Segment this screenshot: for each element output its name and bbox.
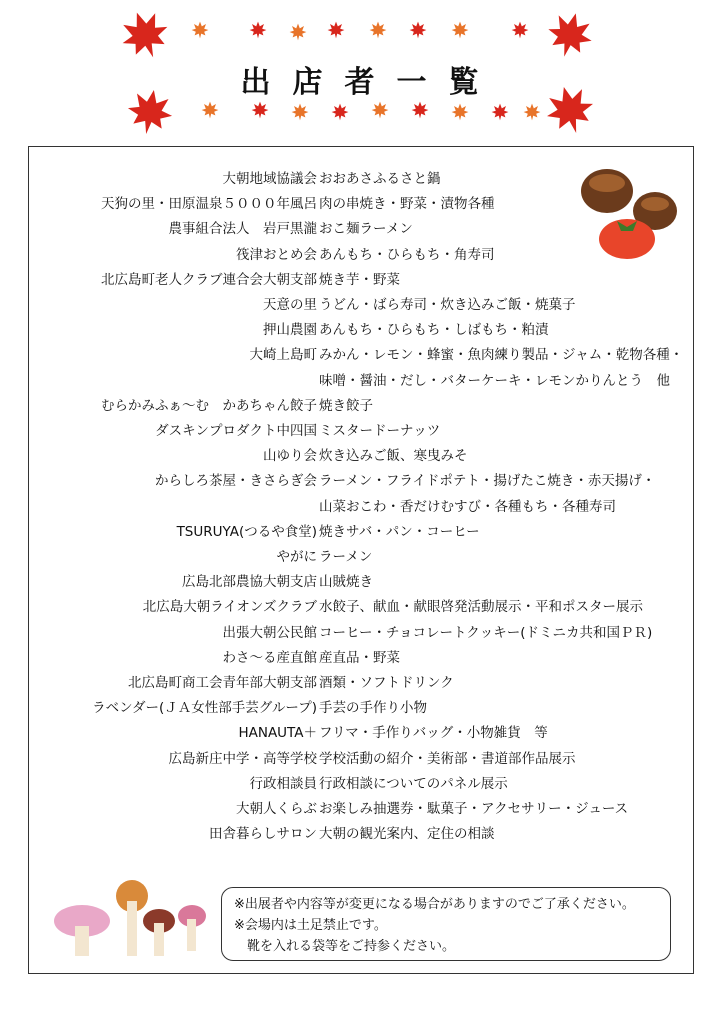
exhibitor-items: お楽しみ抽選券・駄菓子・アクセサリー・ジュース [319, 801, 629, 817]
exhibitor-name: 農事組合法人 岩戸黒瀧 [168, 221, 317, 238]
table-row [29, 217, 695, 242]
exhibitor-name: 天意の里 [263, 297, 317, 313]
exhibitor-items: 手芸の手作り小物 [319, 700, 427, 717]
table-row [29, 444, 695, 469]
exhibitor-items: 酒類・ソフトドリンク [319, 675, 454, 691]
exhibitor-items: あんもち・ひらもち・角寿司 [319, 246, 495, 263]
exhibitor-name: ラベンダー(ＪＡ女性部手芸グループ) [92, 700, 317, 717]
exhibitor-name: 北広島大朝ライオンズクラブ [142, 599, 317, 616]
exhibitor-items: あんもち・ひらもち・しばもち・粕漬 [319, 322, 549, 339]
exhibitor-name: むらかみふぁ～む かあちゃん餃子 [101, 397, 317, 414]
exhibitor-items: ラーメン [319, 549, 373, 565]
table-row [29, 394, 695, 419]
table-row [29, 747, 695, 772]
notice-line-3: 靴を入れる袋等をご持参ください。 [234, 939, 456, 954]
exhibitor-name: 出張大朝公民館 [222, 624, 317, 641]
table-row [29, 545, 695, 570]
table-row [29, 167, 695, 192]
exhibitor-items: 炊き込みご飯、寒曳みそ [319, 448, 468, 465]
table-row [29, 469, 695, 494]
exhibitor-items: うどん・ばら寿司・炊き込みご飯・焼菓子 [319, 297, 576, 313]
exhibitor-items: みかん・レモン・蜂蜜・魚肉練り製品・ジャム・乾物各種・ [319, 347, 684, 364]
exhibitor-items: ミスタードーナッツ [319, 423, 441, 439]
table-row [29, 268, 695, 293]
exhibitor-items: 味噌・醤油・だし・バターケーキ・レモンかりんとう 他 [319, 372, 670, 389]
table-row [29, 797, 695, 822]
exhibitor-name: 大朝人くらぶ [236, 801, 317, 817]
exhibitor-list-frame [28, 146, 694, 974]
notice-box [221, 887, 671, 961]
table-row [29, 696, 695, 721]
table-row [29, 495, 695, 520]
mushroom-illustration [47, 871, 207, 961]
exhibitor-name: 筏津おとめ会 [236, 246, 317, 263]
exhibitor-items: 大朝の観光案内、定住の相談 [319, 826, 495, 843]
exhibitor-name: 大崎上島町 [249, 347, 317, 364]
exhibitor-items: 焼き芋・野菜 [319, 271, 400, 288]
header [0, 0, 719, 140]
exhibitor-name: 広島北部農協大朝支店 [182, 574, 317, 591]
table-row [29, 419, 695, 444]
exhibitor-name: 広島新庄中学・高等学校 [168, 750, 317, 767]
exhibitor-items: 行政相談についてのパネル展示 [319, 775, 508, 792]
table-row [29, 595, 695, 620]
exhibitor-name: からしろ茶屋・きさらぎ会 [155, 473, 317, 490]
exhibitor-items: 水餃子、献血・献眼啓発活動展示・平和ポスター展示 [319, 599, 643, 616]
exhibitor-name: 行政相談員 [249, 775, 317, 792]
page-title: 出店者一覧 [240, 65, 501, 100]
exhibitor-name: 北広島町商工会青年部大朝支部 [128, 675, 317, 691]
table-row [29, 822, 695, 847]
exhibitor-items: コーヒー・チョコレートクッキー(ドミニカ共和国ＰＲ) [319, 624, 653, 641]
exhibitor-items: 焼き餃子 [319, 397, 373, 414]
exhibitor-items: おこ麺ラーメン [319, 221, 413, 238]
table-row [29, 369, 695, 394]
exhibitor-name: ダスキンプロダクト中四国 [155, 423, 317, 439]
exhibitor-name: 天狗の里・田原温泉５０００年風呂 [101, 196, 317, 213]
exhibitor-items: フリマ・手作りバッグ・小物雑貨 等 [319, 725, 548, 742]
table-row [29, 721, 695, 746]
exhibitor-items: 山賊焼き [319, 574, 373, 591]
table-row [29, 570, 695, 595]
exhibitor-name: わさ～る産直館 [222, 649, 317, 666]
exhibitor-items: 山菜おこわ・香だけむすび・各種もち・各種寿司 [319, 498, 616, 515]
table-row [29, 621, 695, 646]
exhibitor-name: 田舎暮らしサロン [209, 826, 317, 843]
table-row [29, 243, 695, 268]
exhibitor-name: 大朝地域協議会 [222, 171, 317, 187]
exhibitor-name: 北広島町老人クラブ連合会大朝支部 [101, 271, 317, 288]
table-row [29, 192, 695, 217]
table-row [29, 318, 695, 343]
notice-line-2: ※会場内は土足禁止です。 [234, 918, 387, 933]
exhibitor-name: 押山農園 [263, 322, 317, 339]
exhibitor-items: 肉の串焼き・野菜・漬物各種 [319, 196, 495, 213]
notice-line-1: ※出展者や内容等が変更になる場合がありますのでご了承ください。 [234, 897, 635, 912]
table-row [29, 343, 695, 368]
table-row [29, 293, 695, 318]
exhibitor-items: 焼きサバ・パン・コーヒー [319, 523, 480, 540]
table-row [29, 520, 695, 545]
exhibitor-items: 産直品・野菜 [319, 649, 400, 666]
table-row [29, 671, 695, 696]
table-row [29, 646, 695, 671]
exhibitor-items: おおあさふるさと鍋 [319, 171, 441, 187]
exhibitor-name: やがに [276, 549, 317, 565]
table-row [29, 772, 695, 797]
exhibitor-name: 山ゆり会 [263, 448, 317, 465]
exhibitor-name: HANAUTA＋ [238, 725, 317, 742]
exhibitor-name: TSURUYA(つるや食堂) [176, 523, 317, 540]
exhibitor-items: 学校活動の紹介・美術部・書道部作品展示 [319, 750, 576, 767]
exhibitor-items: ラーメン・フライドポテト・揚げたこ焼き・赤天揚げ・ [319, 473, 656, 490]
